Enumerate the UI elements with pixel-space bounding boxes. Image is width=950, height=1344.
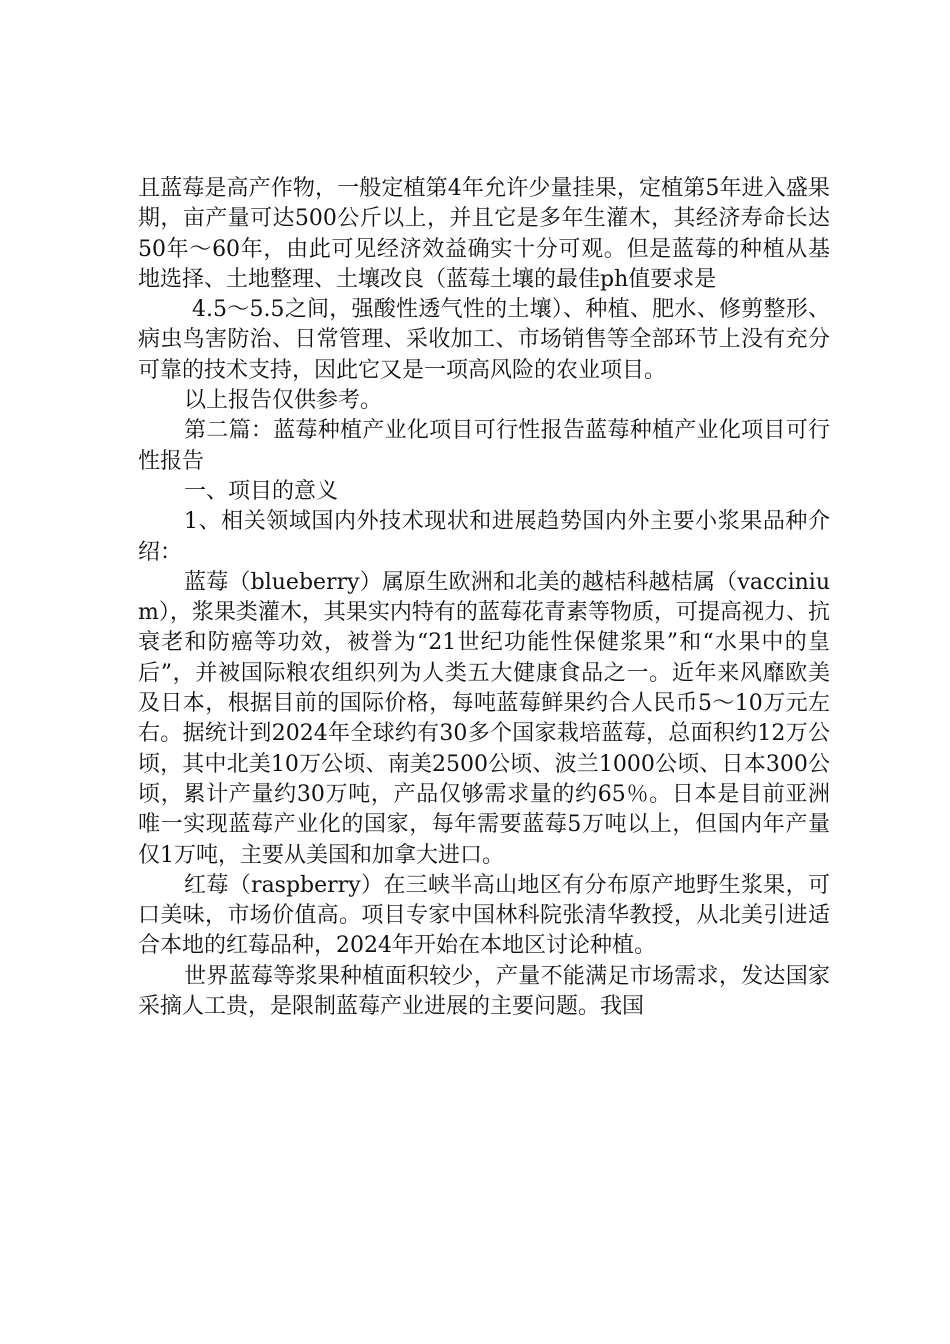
- paragraph-1: 且蓝莓是高产作物，一般定植第4年允许少量挂果，定植第5年进入盛果期，亩产量可达500公斤以上，并且它是多年生灌木，其经济寿命长达50年～60年，由此可见经济效益确实十分可观。但是蓝莓的种植从基地选择、土地整理、土壤改良（蓝莓土壤的最佳ph值要求是: [138, 176, 830, 292]
- paragraph-3: 以上报告仅供参考。: [184, 388, 383, 414]
- paragraph-5: 一、项目的意义: [184, 478, 339, 504]
- paragraph-8: 红莓（raspberry）在三峡半高山地区有分布原产地野生浆果，可口美味，市场价值高。项目专家中国林科院张清华教授，从北美引进适合本地的红莓品种，2024年开始在本地区讨论种植。: [138, 872, 830, 959]
- paragraph-9: 世界蓝莓等浆果种植面积较少，产量不能满足市场需求，发达国家采摘人工贵，是限制蓝莓产业进展的主要问题。我国: [138, 963, 830, 1020]
- paragraph-6: 1、相关领域国内外技术现状和进展趋势国内外主要小浆果品种介绍：: [138, 509, 830, 565]
- document-body: [138, 174, 830, 1022]
- paragraph-2: 4.5～5.5之间，强酸性透气性的土壤）、种植、肥水、修剪整形、病虫鸟害防治、日常管理、采收加工、市场销售等全部环节上没有充分可靠的技术支持，因此它又是一项高风险的农业项目。: [138, 297, 830, 383]
- paragraph-4: 第二篇：蓝莓种植产业化项目可行性报告蓝莓种植产业化项目可行性报告: [138, 418, 830, 474]
- paragraph-7: 蓝莓（blueberry）属原生欧洲和北美的越桔科越桔属（vaccinium），浆果类灌木，其果实内特有的蓝莓花青素等物质，可提高视力、抗衰老和防癌等功效，被誉为“21世纪功能性保健浆果”和“水果中的皇后”，并被国际粮农组织列为人类五大健康食品之一。近年来风靡欧美及日本，根据目前的国际价格，每吨蓝莓鲜果约合人民币5～10万元左右。据统计到2024年全球约有30多个国家栽培蓝莓，总面积约12万公顷，其中北美10万公顷、南美2500公顷、波兰1000公顷、日本300公顷，累计产量约30万吨，产品仅够需求量的约65％。日本是目前亚洲唯一实现蓝莓产业化的国家，每年需要蓝莓5万吨以上，但国内年产量仅1万吨，主要从美国和加拿大进口。: [138, 569, 830, 868]
